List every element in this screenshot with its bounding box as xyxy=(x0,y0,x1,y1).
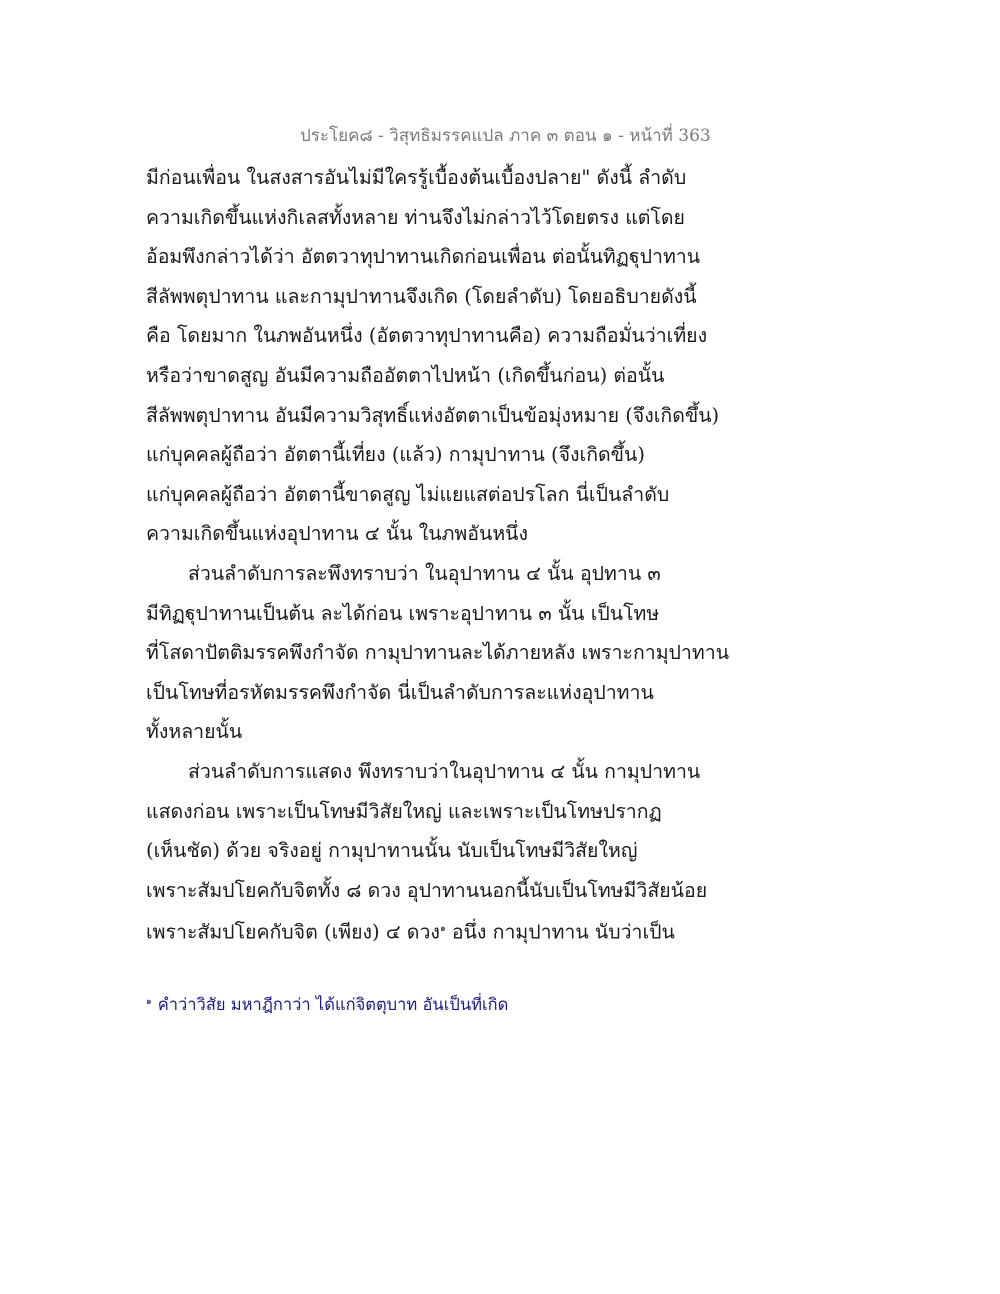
text-line: ความเกิดขึ้นแห่งกิเลสทั้งหลาย ท่านจึงไม่กล่าวไว้โดยตรง แต่โดย xyxy=(146,205,685,229)
text-line: อ้อมพึงกล่าวได้ว่า อัตตวาทุปาทานเกิดก่อนเพื่อน ต่อนั้นทิฏฐุปาทาน xyxy=(146,245,701,269)
paragraph-first-line: ส่วนลำดับการละพึงทราบว่า ในอุปาทาน ๔ นั้น อุปทาน ๓ xyxy=(188,561,661,585)
text-line: สีลัพพตุปาทาน และกามุปาทานจึงเกิด (โดยลำดับ) โดยอธิบายดังนี้ xyxy=(146,284,697,308)
text-segment: เพราะสัมปโยคกับจิต (เพียง) ๔ ดวง xyxy=(146,920,440,944)
text-line: มีก่อนเพื่อน ในสงสารอันไม่มีใครรู้เบื้องต้นเบื้องปลาย" ดังนี้ ลำดับ xyxy=(146,166,687,189)
text-line: แก่บุคคลผู้ถือว่า อัตตานี้ขาดสูญ ไม่แยแสต่อปรโลก นี่เป็นลำดับ xyxy=(146,482,670,506)
text-line: ที่โสดาปัตติมรรคพึงกำจัด กามุปาทานละได้ภายหลัง เพราะกามุปาทาน xyxy=(146,641,730,665)
text-line: สีลัพพตุปาทาน อันมีความวิสุทธิ์แห่งอัตตาเป็นข้อมุ่งหมาย (จึงเกิดขึ้น) xyxy=(146,403,720,427)
body-text xyxy=(146,158,736,950)
text-segment: อนึ่ง กามุปาทาน นับว่าเป็น xyxy=(445,920,675,944)
footnote xyxy=(146,992,508,1018)
footnote-reference[interactable]: ๑ xyxy=(439,924,446,935)
text-line: เป็นโทษที่อรหัตมรรคพึงกำจัด นี่เป็นลำดับการละแห่งอุปาทาน xyxy=(146,680,654,704)
text-line-with-footnote xyxy=(146,910,736,950)
text-line: คือ โดยมาก ในภพอันหนึ่ง (อัตตวาทุปาทานคือ) ความถือมั่นว่าเที่ยง xyxy=(146,324,708,348)
paragraph-first-line: ส่วนลำดับการแสดง พึงทราบว่าในอุปาทาน ๔ นั้น กามุปาทาน xyxy=(188,759,701,783)
text-line: มีทิฏฐุปาทานเป็นต้น ละได้ก่อน เพราะอุปาทาน ๓ นั้น เป็นโทษ xyxy=(146,601,660,625)
text-line: เพราะสัมปโยคกับจิตทั้ง ๘ ดวง อุปาทานนอกนี้นับเป็นโทษมีวิสัยน้อย xyxy=(146,878,708,902)
text-line: ความเกิดขึ้นแห่งอุปาทาน ๔ นั้น ในภพอันหนึ่ง xyxy=(146,522,529,546)
text-line: แก่บุคคลผู้ถือว่า อัตตานี้เที่ยง (แล้ว) กามุปาทาน (จึงเกิดขึ้น) xyxy=(146,443,645,467)
text-line: ทั้งหลายนั้น xyxy=(146,720,243,744)
footnote-text: คำว่าวิสัย มหาฎีกาว่า ได้แก่จิตตุบาท อันเป็นที่เกิด xyxy=(157,995,509,1014)
text-line: แสดงก่อน เพราะเป็นโทษมีวิสัยใหญ่ และเพราะเป็นโทษปรากฏ xyxy=(146,799,662,823)
running-header: ประโยค๘ - วิสุทธิมรรคแปล ภาค ๓ ตอน ๑ - หน้าที่ 363 xyxy=(300,126,711,146)
footnote-marker: ๑ xyxy=(146,996,152,1007)
text-line: (เห็นชัด) ด้วย จริงอยู่ กามุปาทานนั้น นับเป็นโทษมีวิสัยใหญ่ xyxy=(146,839,638,863)
text-line: หรือว่าขาดสูญ อันมีความถืออัตตาไปหน้า (เกิดขึ้นก่อน) ต่อนั้น xyxy=(146,363,665,387)
